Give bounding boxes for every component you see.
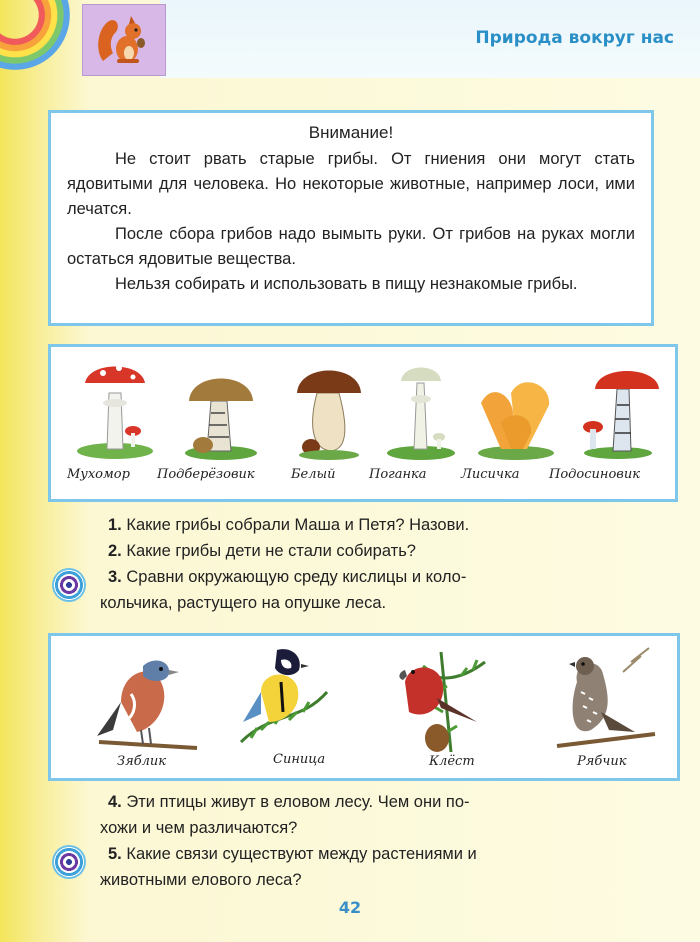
question-continuation: кольчика, растущего на опушке леса.	[100, 594, 387, 612]
question-number: 3.	[108, 568, 122, 586]
question-text: Сравни окружающую среду кислицы и коло-	[126, 568, 467, 586]
warning-title: Внимание!	[308, 123, 394, 142]
fly-agaric-icon	[75, 353, 155, 461]
mushroom-label: Лисичка	[461, 467, 520, 482]
question	[108, 789, 683, 815]
warning-paragraph: Не стоит рвать старые грибы. От гниения они могут стать ядовитыми для человека. Но некоторые животные, например лоси, ими лечатся.	[67, 150, 635, 218]
chaffinch-icon	[91, 642, 201, 754]
page-number: 42	[338, 898, 362, 917]
question-text: Эти птицы живут в еловом лесу. Чем они по-	[126, 793, 470, 811]
birch-bolete-icon	[181, 353, 261, 461]
spiral-icon	[52, 845, 86, 879]
question-number: 4.	[108, 793, 122, 811]
question-number: 2.	[108, 542, 122, 560]
section-title: Природа вокруг нас	[475, 28, 674, 48]
question	[108, 538, 678, 564]
orange-bolete-icon	[573, 353, 663, 461]
mushroom-label: Мухомор	[67, 467, 130, 482]
warning-paragraph: Нельзя собирать и использовать в пищу незнакомые грибы.	[115, 275, 578, 293]
mushroom-illustrations	[51, 353, 675, 465]
question-continuation: животными елового леса?	[100, 871, 302, 889]
mushrooms-box	[48, 344, 678, 502]
death-cap-icon	[381, 353, 461, 461]
hazel-grouse-icon	[551, 642, 661, 754]
bird-label: Рябчик	[577, 754, 627, 769]
mushroom-label: Подосиновик	[549, 467, 640, 482]
chanterelle-icon	[471, 353, 561, 461]
bird-label: Зяблик	[117, 754, 167, 769]
tit-icon	[231, 642, 331, 754]
squirrel-icon	[93, 11, 155, 69]
questions-block-2	[100, 789, 683, 893]
question-text: Какие грибы дети не стали собирать?	[126, 542, 416, 560]
mushroom-label: Поганка	[369, 467, 427, 482]
crossbill-icon	[381, 642, 501, 754]
question-number: 1.	[108, 516, 122, 534]
birds-box	[48, 633, 680, 781]
question-continuation: хожи и чем различаются?	[100, 819, 298, 837]
spiral-icon	[52, 568, 86, 602]
mushroom-label: Подберёзовик	[157, 467, 255, 482]
bird-label: Синица	[273, 752, 326, 767]
warning-text	[51, 143, 651, 297]
warning-box	[48, 110, 654, 326]
question	[108, 841, 683, 867]
squirrel-illustration	[82, 4, 166, 76]
mushroom-labels	[51, 467, 675, 487]
question-text: Какие грибы собрали Маша и Петя? Назови.	[126, 516, 470, 534]
question-number: 5.	[108, 845, 122, 863]
warning-paragraph: После сбора грибов надо вымыть руки. От грибов на руках могли остаться ядовитые вещества.	[67, 225, 635, 268]
bird-label: Клёст	[429, 754, 475, 769]
porcini-icon	[289, 353, 369, 461]
question-text: Какие связи существуют между растениями и	[126, 845, 477, 863]
questions-block-1	[100, 512, 678, 616]
mushroom-label: Белый	[291, 467, 336, 482]
question	[108, 564, 678, 590]
question	[108, 512, 678, 538]
